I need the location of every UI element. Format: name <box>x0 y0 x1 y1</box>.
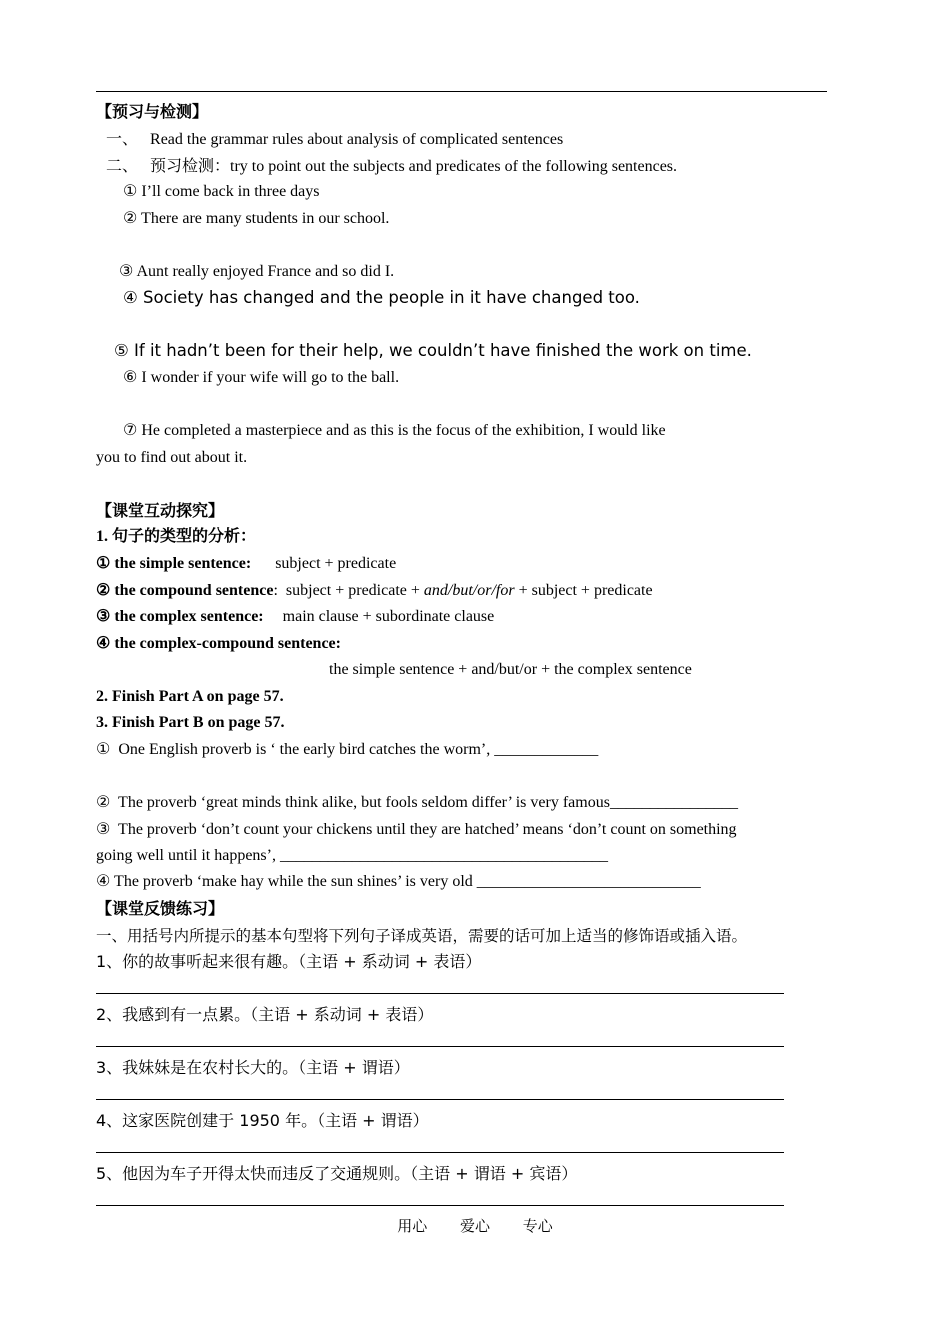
sentence-type-complex-compound-formula: the simple sentence + and/but/or + the complex sentence <box>329 661 692 678</box>
proverb-question: ④ The proverb ‘make hay while the sun shines’ is very old ____________________________ <box>96 873 701 890</box>
type-formula-pre: : subject + predicate + <box>273 582 424 599</box>
section-3-title: 3. Finish Part B on page 57. <box>96 714 285 731</box>
sentence-type-simple <box>96 554 396 574</box>
answer-line <box>96 993 784 994</box>
preview-heading: 【预习与检测】 <box>96 102 209 121</box>
practice-sentence: ③ Aunt really enjoyed France and so did I. <box>119 263 395 280</box>
footer-word: 用心 <box>397 1217 428 1235</box>
proverb-question-continuation: going well until it happens’, _________________________________________ <box>96 847 608 864</box>
section-1-title: 1. 句子的类型的分析： <box>96 528 257 545</box>
answer-line <box>96 1099 784 1100</box>
item-number: 一、 <box>106 129 139 148</box>
sentence-type-complex <box>96 607 494 627</box>
item-number: 二、 <box>106 156 139 175</box>
proverb-question: ② The proverb ‘great minds think alike, but fools seldom differ’ is very famous________________ <box>96 794 738 811</box>
sentence-type-compound <box>96 581 653 601</box>
preview-item-1 <box>106 129 563 150</box>
footer-word: 专心 <box>522 1217 553 1235</box>
practice-sentence: ⑥ I wonder if your wife will go to the ball. <box>123 369 400 386</box>
practice-sentence: ⑦ He completed a masterpiece and as this is the focus of the exhibition, I would like <box>123 422 666 439</box>
type-formula-conjunctions: and/but/or/for <box>423 582 515 599</box>
feedback-heading: 【课堂反馈练习】 <box>96 899 225 918</box>
answer-line <box>96 1046 784 1047</box>
page-footer <box>0 1215 950 1236</box>
preview-item-2 <box>106 156 677 177</box>
section-2-title: 2. Finish Part A on page 57. <box>96 688 284 705</box>
item-text: 预习检测：try to point out the subjects and predicates of the following sentences. <box>150 158 678 175</box>
translation-item: 3、我妹妹是在农村长大的。（主语 + 谓语） <box>96 1058 410 1077</box>
practice-sentence: ② There are many students in our school. <box>123 210 390 227</box>
practice-sentence: ⑤ If it hadn’t been for their help, we couldn’t have finished the work on time. <box>114 341 752 360</box>
header-rule <box>96 91 827 92</box>
type-formula-post: + subject + predicate <box>514 582 653 599</box>
type-label: ① the simple sentence: <box>96 555 252 572</box>
sentence-type-complex-compound-label: ④ the complex-compound sentence: <box>96 635 341 652</box>
answer-line <box>96 1152 784 1153</box>
proverb-question: ① One English proverb is ‘ the early bird catches the worm’, _____________ <box>96 741 599 758</box>
translation-item: 4、这家医院创建于 1950 年。（主语 + 谓语） <box>96 1111 429 1130</box>
translation-item: 1、你的故事听起来很有趣。（主语 + 系动词 + 表语） <box>96 952 482 971</box>
type-formula: main clause + subordinate clause <box>282 608 495 625</box>
type-formula: subject + predicate <box>275 555 397 572</box>
practice-sentence: ④ Society has changed and the people in it have changed too. <box>123 288 640 307</box>
practice-sentence: ① I’ll come back in three days <box>123 183 320 200</box>
translation-item: 5、他因为车子开得太快而违反了交通规则。（主语 + 谓语 + 宾语） <box>96 1164 578 1183</box>
answer-line <box>96 1205 784 1206</box>
translation-item: 2、我感到有一点累。（主语 + 系动词 + 表语） <box>96 1005 434 1024</box>
classroom-heading: 【课堂互动探究】 <box>96 501 225 520</box>
feedback-instruction: 一、用括号内所提示的基本句型将下列句子译成英语，需要的话可加上适当的修饰语或插入语。 <box>96 927 748 945</box>
type-label: ② the compound sentence <box>96 582 274 599</box>
type-label: ③ the complex sentence: <box>96 608 264 625</box>
footer-word: 爱心 <box>459 1217 490 1235</box>
practice-sentence-continuation: you to find out about it. <box>96 449 248 466</box>
proverb-question: ③ The proverb ‘don’t count your chickens until they are hatched’ means ‘don’t count on something <box>96 821 737 838</box>
item-text: Read the grammar rules about analysis of complicated sentences <box>150 131 564 148</box>
